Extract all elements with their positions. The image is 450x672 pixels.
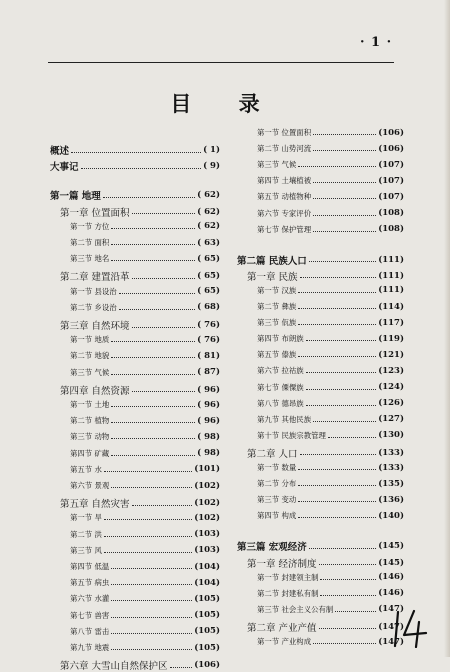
dot-leader — [111, 406, 195, 407]
toc-entry-page: (145) — [378, 541, 404, 552]
toc-entry-label: 第四节 布朗族 — [257, 334, 304, 344]
toc-entry-sec — [257, 175, 404, 186]
toc-entry-page: (145) — [378, 557, 404, 568]
dot-leader — [309, 548, 376, 549]
toc-entry-part — [237, 253, 404, 267]
toc-entry-label: 第二篇 民族人口 — [237, 255, 307, 267]
toc-entry-page: (147) — [378, 636, 404, 647]
toc-entry-label: 第二节 分布 — [257, 479, 297, 489]
toc-entry-sec — [257, 301, 404, 312]
toc-entry-page: (136) — [378, 494, 404, 505]
toc-entry-part — [237, 539, 404, 553]
dot-leader — [300, 277, 377, 278]
toc-entry-sec — [257, 208, 404, 219]
toc-entry-page: (130) — [378, 430, 404, 441]
toc-entry-page: (106) — [378, 143, 404, 154]
toc-entry-label: 第六节 景观 — [70, 481, 110, 490]
toc-entry-page: (105) — [194, 626, 220, 637]
toc-entry-label: 大事记 — [50, 162, 79, 174]
toc-entry-page: (117) — [378, 317, 404, 328]
toc-entry-label: 第一节 县设治 — [70, 286, 117, 296]
toc-entry-page: (111) — [378, 285, 404, 296]
toc-entry-page: (147) — [378, 604, 404, 615]
toc-entry-label: 第七节 兽害 — [70, 610, 110, 620]
toc-entry-sec — [70, 431, 220, 442]
toc-entry-chap — [60, 269, 220, 283]
dot-leader — [111, 244, 195, 245]
toc-entry-label: 第九节 地震 — [70, 643, 110, 652]
dot-leader — [119, 293, 195, 294]
toc-entry-page: (126) — [378, 398, 404, 409]
toc-entry-sec — [70, 512, 220, 523]
toc-entry-label: 第五节 病虫 — [70, 578, 110, 588]
toc-entry-page: ( 9) — [203, 161, 220, 172]
toc-entry-label: 概述 — [50, 146, 70, 157]
toc-entry-label: 第四章 自然资源 — [60, 385, 130, 397]
toc-entry-label: 第三节 变动 — [257, 495, 297, 505]
dot-leader — [111, 422, 195, 423]
toc-entry-chap — [247, 556, 404, 570]
toc-entry-page: (124) — [378, 382, 404, 392]
dot-leader — [111, 600, 192, 601]
toc-entry-sec — [257, 285, 404, 296]
toc-entry-top — [50, 143, 220, 157]
dot-leader — [298, 166, 376, 167]
toc-entry-label: 第六章 大雪山自然保护区 — [60, 661, 168, 672]
toc-entry-sec — [257, 159, 404, 170]
toc-entry-sec — [257, 127, 404, 138]
toc-entry-sec — [70, 464, 220, 475]
toc-entry-page: ( 76) — [197, 334, 220, 345]
toc-entry-label: 第八节 雷击 — [70, 626, 110, 636]
toc-entry-page: (101) — [194, 464, 220, 475]
toc-entry-sec — [70, 399, 220, 410]
toc-entry-label: 第一章 民族 — [247, 271, 298, 283]
dot-leader — [132, 391, 196, 392]
toc-entry-page: (107) — [378, 175, 404, 186]
dot-leader — [313, 231, 376, 232]
toc-entry-page: (146) — [378, 588, 404, 599]
dot-leader — [306, 372, 377, 373]
toc-entry-sec — [70, 593, 220, 604]
toc-entry-page: (105) — [194, 610, 220, 621]
toc-entry-page: ( 63) — [197, 237, 220, 248]
toc-entry-page: ( 81) — [197, 350, 220, 361]
toc-entry-label: 第四节 矿藏 — [70, 448, 110, 458]
dot-leader — [111, 357, 195, 358]
toc-entry-sec — [70, 642, 220, 653]
dot-leader — [298, 517, 376, 518]
toc-entry-page: (111) — [378, 270, 404, 281]
toc-entry-label: 第一节 数量 — [257, 463, 297, 472]
dot-leader — [300, 454, 377, 455]
toc-entry-sec — [257, 588, 404, 599]
dot-leader — [298, 356, 376, 357]
toc-entry-chap — [60, 658, 220, 672]
toc-entry-page: ( 76) — [197, 320, 220, 330]
toc-entry-chap — [247, 269, 404, 283]
toc-entry-page: ( 62) — [197, 206, 220, 217]
dot-leader — [111, 633, 192, 634]
toc-entry-sec — [257, 636, 404, 647]
toc-entry-label: 第三篇 宏观经济 — [237, 542, 307, 554]
toc-entry-label: 第六节 专家评价 — [257, 208, 312, 218]
dot-leader — [319, 564, 377, 565]
dot-leader — [81, 168, 202, 169]
toc-entry-page: (102) — [194, 480, 220, 491]
toc-entry-top — [50, 159, 220, 173]
toc-entry-sec — [70, 334, 220, 345]
toc-entry-page: (102) — [194, 512, 220, 523]
dot-leader — [132, 213, 196, 214]
toc-entry-label: 第五节 水 — [70, 464, 102, 474]
toc-entry-page: ( 62) — [197, 190, 220, 201]
toc-entry-page: (111) — [378, 254, 404, 265]
toc-entry-sec — [70, 302, 220, 313]
toc-entry-sec — [70, 480, 220, 491]
dot-leader — [306, 389, 377, 390]
toc-entry-label: 第五节 傣族 — [257, 350, 297, 360]
toc-entry-sec — [257, 317, 404, 328]
dot-leader — [111, 374, 195, 375]
dot-leader — [111, 649, 192, 650]
dot-leader — [298, 469, 376, 470]
toc-entry-label: 第一章 经济制度 — [247, 558, 317, 570]
toc-entry-label: 第三节 气候 — [70, 367, 110, 377]
toc-entry-chap — [60, 318, 220, 332]
toc-entry-sec — [257, 143, 404, 154]
dot-leader — [320, 579, 376, 580]
toc-entry-label: 第八节 德昂族 — [257, 398, 304, 408]
toc-entry-sec — [70, 529, 220, 540]
toc-entry-label: 第一节 产业构成 — [257, 637, 312, 646]
dot-leader — [335, 611, 376, 612]
dot-leader — [170, 667, 193, 668]
dot-leader — [111, 617, 192, 618]
toc-entry-page: (127) — [378, 414, 404, 425]
dot-leader — [104, 471, 192, 472]
toc-entry-page: ( 98) — [197, 448, 220, 459]
dot-leader — [111, 260, 195, 261]
toc-entry-label: 第二章 人口 — [247, 448, 298, 460]
toc-entry-chap — [60, 383, 220, 397]
dot-leader — [111, 438, 195, 439]
toc-entry-label: 第四节 低温 — [70, 562, 110, 571]
toc-entry-sec — [257, 494, 404, 505]
dot-leader — [313, 182, 376, 183]
toc-entry-label: 第二节 地貌 — [70, 351, 110, 361]
toc-entry-label: 第六节 水灌 — [70, 594, 110, 604]
toc-entry-label: 第三章 自然环境 — [60, 321, 130, 332]
toc-entry-sec — [257, 224, 404, 235]
toc-entry-page: ( 65) — [197, 253, 220, 264]
toc-entry-page: (146) — [378, 572, 404, 583]
dot-leader — [132, 327, 196, 328]
dot-leader — [313, 643, 376, 644]
toc-entry-sec — [257, 604, 404, 615]
dot-leader — [319, 628, 377, 629]
dot-leader — [313, 421, 376, 422]
dot-leader — [313, 150, 376, 151]
scan-edge-shadow — [444, 0, 450, 657]
toc-entry-label: 第五节 动植物种 — [257, 192, 312, 202]
toc-entry-page: (102) — [194, 498, 220, 509]
dot-leader — [119, 309, 195, 310]
toc-entry-label: 第二节 山势河流 — [257, 144, 312, 154]
toc-entry-page: (105) — [194, 642, 220, 653]
toc-entry-page: (114) — [378, 301, 404, 312]
toc-entry-page: ( 96) — [197, 399, 220, 410]
toc-entry-label: 第四节 构成 — [257, 511, 297, 521]
toc-entry-chap — [60, 496, 220, 510]
toc-entry-label: 第十节 民族宗教管理 — [257, 430, 326, 440]
toc-entry-sec — [70, 415, 220, 426]
dot-leader — [132, 278, 196, 279]
toc-entry-page: (106) — [194, 660, 220, 671]
toc-entry-page: (107) — [378, 191, 404, 202]
toc-entry-sec — [70, 561, 220, 572]
toc-entry-label: 第三节 佤族 — [257, 318, 297, 328]
toc-entry-sec — [257, 478, 404, 489]
toc-entry-label: 第二节 封建私有制 — [257, 588, 319, 598]
toc-entry-page: (108) — [378, 208, 404, 218]
toc-entry-sec — [70, 626, 220, 637]
toc-entry-chap — [247, 446, 404, 460]
dot-leader — [104, 536, 192, 537]
dot-leader — [309, 261, 376, 262]
toc-entry-page: ( 65) — [197, 271, 220, 282]
toc-entry-page: (135) — [378, 478, 404, 489]
toc-entry-label: 第一篇 地理 — [50, 191, 101, 203]
toc-entry-sec — [257, 191, 404, 202]
toc-entry-page: (104) — [194, 577, 220, 588]
toc-entry-page: (119) — [378, 333, 404, 344]
toc-entry-page: (147) — [378, 621, 404, 632]
toc-entry-page: ( 96) — [197, 384, 220, 395]
dot-leader — [111, 584, 192, 585]
toc-entry-label: 第一节 旱 — [70, 513, 102, 523]
toc-entry-label: 第七节 保护管理 — [257, 224, 312, 234]
toc-entry-chap — [247, 620, 404, 634]
toc-entry-page: ( 98) — [197, 431, 220, 442]
toc-entry-label: 第一节 封建领主制 — [257, 572, 319, 582]
toc-entry-page: (133) — [378, 447, 404, 458]
toc-entry-sec — [70, 253, 220, 264]
dot-leader — [313, 198, 376, 199]
toc-entry-part — [50, 188, 220, 202]
toc-entry-label: 第一节 方位 — [70, 221, 110, 231]
toc-entry-page: (123) — [378, 365, 404, 376]
toc-entry-page: ( 87) — [197, 367, 220, 378]
toc-entry-page: ( 62) — [197, 221, 220, 232]
toc-entry-label: 第四节 土壤植被 — [257, 176, 312, 186]
dot-leader — [328, 437, 376, 438]
toc-entry-page: (121) — [378, 349, 404, 360]
dot-leader — [111, 487, 192, 488]
toc-entry-sec — [70, 577, 220, 588]
toc-entry-page: (107) — [378, 159, 404, 170]
header-rule — [48, 62, 394, 63]
toc-entry-page: (104) — [194, 561, 220, 572]
toc-entry-label: 第三节 动物 — [70, 432, 110, 442]
toc-entry-page: ( 65) — [197, 286, 220, 297]
toc-entry-label: 第二节 乡设治 — [70, 302, 117, 312]
toc-entry-page: (103) — [194, 529, 220, 540]
dot-leader — [298, 485, 376, 486]
dot-leader — [306, 405, 377, 406]
toc-entry-label: 第三节 地名 — [70, 254, 110, 264]
dot-leader — [111, 568, 192, 569]
toc-entry-label: 第二节 彝族 — [257, 302, 297, 311]
toc-entry-sec — [257, 510, 404, 521]
toc-entry-label: 第七节 傈僳族 — [257, 382, 304, 392]
dot-leader — [320, 595, 376, 596]
toc-entry-sec — [257, 365, 404, 376]
toc-entry-label: 第六节 拉祜族 — [257, 366, 304, 376]
dot-leader — [313, 134, 376, 135]
page-title: 目 录 — [170, 91, 280, 116]
dot-leader — [111, 455, 195, 456]
dot-leader — [104, 519, 192, 520]
toc-entry-label: 第二节 洪 — [70, 529, 102, 539]
toc-entry-sec — [70, 367, 220, 378]
dot-leader — [103, 197, 195, 198]
dot-leader — [313, 215, 376, 216]
handwritten-page-mark — [392, 608, 432, 648]
toc-entry-sec — [257, 430, 404, 441]
toc-entry-label: 第五章 自然灾害 — [60, 499, 130, 511]
dot-leader — [298, 324, 376, 325]
toc-entry-sec — [70, 237, 220, 248]
toc-entry-sec — [257, 572, 404, 583]
dot-leader — [298, 292, 376, 293]
toc-entry-sec — [70, 545, 220, 556]
toc-entry-sec — [70, 350, 220, 361]
dot-leader — [71, 152, 201, 153]
dot-leader — [111, 341, 195, 342]
toc-entry-sec — [70, 286, 220, 297]
toc-entry-label: 第二章 产业产值 — [247, 622, 317, 634]
dot-leader — [298, 308, 376, 309]
toc-entry-page: ( 1) — [203, 145, 220, 155]
toc-entry-page: (103) — [194, 545, 220, 556]
toc-entry-label: 第一章 位置面积 — [60, 207, 130, 219]
toc-entry-page: ( 68) — [197, 302, 220, 313]
toc-entry-page: (105) — [194, 593, 220, 604]
toc-entry-page: (133) — [378, 462, 404, 473]
toc-entry-sec — [70, 448, 220, 459]
toc-entry-label: 第九节 其他民族 — [257, 414, 312, 424]
toc-entry-sec — [257, 349, 404, 360]
toc-entry-label: 第三节 气候 — [257, 160, 297, 170]
toc-entry-label: 第二节 面积 — [70, 238, 110, 247]
dot-leader — [298, 501, 376, 502]
toc-entry-sec — [257, 398, 404, 409]
toc-entry-sec — [257, 382, 404, 393]
toc-entry-page: (106) — [378, 127, 404, 138]
toc-entry-page: (108) — [378, 224, 404, 235]
toc-entry-sec — [70, 221, 220, 232]
toc-entry-label: 第一节 位置面积 — [257, 128, 312, 137]
toc-entry-label: 第一节 土地 — [70, 400, 110, 409]
toc-entry-sec — [257, 462, 404, 473]
toc-entry-label: 第二章 建置沿革 — [60, 272, 130, 284]
toc-entry-label: 第三节 风 — [70, 545, 102, 555]
toc-entry-label: 第一节 汉族 — [257, 285, 297, 295]
toc-entry-page: ( 96) — [197, 415, 220, 426]
toc-entry-sec — [257, 333, 404, 344]
dot-leader — [111, 228, 195, 229]
toc-entry-label: 第一节 地质 — [70, 335, 110, 345]
toc-entry-chap — [60, 205, 220, 219]
toc-entry-sec — [70, 610, 220, 621]
toc-entry-sec — [257, 414, 404, 425]
dot-leader — [132, 505, 193, 506]
toc-entry-label: 第三节 社会主义公有制 — [257, 604, 334, 614]
page-number: · 1 · — [360, 35, 393, 50]
dot-leader — [104, 552, 192, 553]
toc-entry-page: (140) — [378, 510, 404, 521]
dot-leader — [306, 340, 377, 341]
toc-entry-label: 第二节 植物 — [70, 416, 110, 426]
